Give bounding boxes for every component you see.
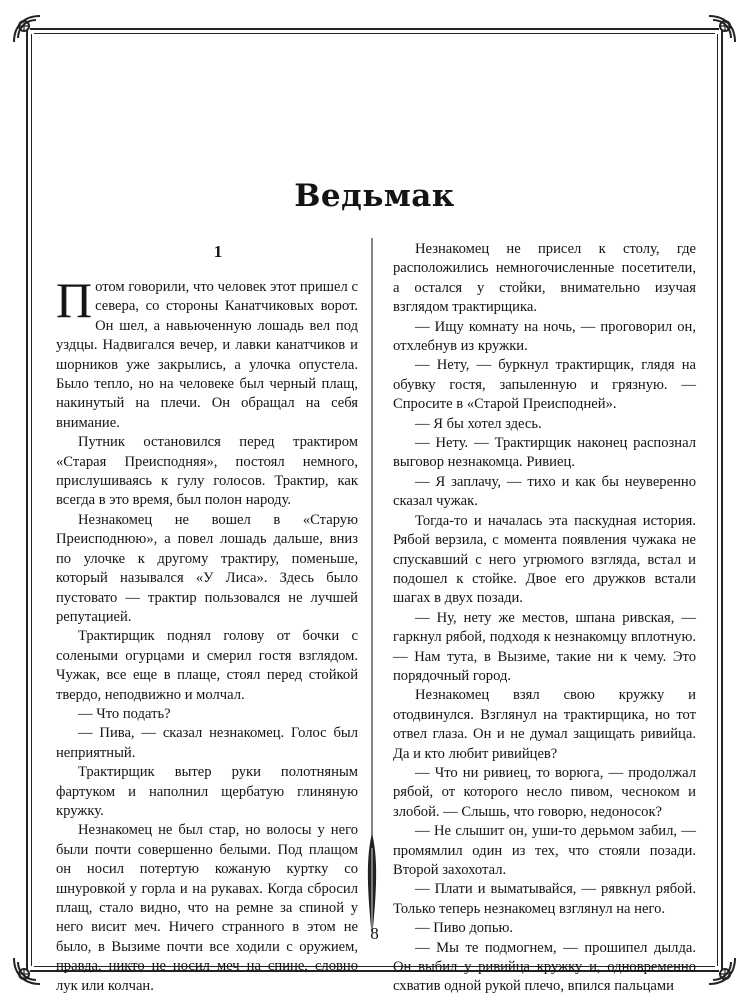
paragraph: — Я бы хотел здесь.: [415, 415, 542, 432]
frame-top-line: [30, 28, 719, 30]
paragraph: — Нету. — Трактирщик наконец распознал выговор незнакомца. Ривиец.: [393, 435, 696, 471]
corner-ornament-bottom-right-icon: [705, 954, 739, 988]
page-number: 8: [370, 924, 379, 943]
paragraph: Тогда-то и началась эта паскудная история. Рябой верзила, с момента появления чужака не спускавший с него угрюмого взгляда, встал и подошел к стойке. Двое его дружков встали шагах в двух позади.: [393, 512, 696, 607]
paragraph: — Я заплачу, — тихо и как бы неуверенно сказал чужак.: [393, 473, 696, 510]
paragraph: — Пиво допью.: [415, 920, 514, 937]
paragraph: Незнакомец взял свою кружку и отодвинулся. Взглянул на трактирщика, но тот отвел глаза. Он и не думал защищать ривийца. Да и кто любит ривийцев?: [393, 687, 696, 762]
paragraph: Путник остановился перед трактиром «Старая Преисподняя», постоял немного, прислушиваясь к гулу голосов. Трактир, как всегда в это время, был полон народу.: [56, 434, 358, 509]
paragraph: — Пива, — сказал незнакомец. Голос был неприятный.: [56, 725, 358, 761]
paragraph: Незнакомец не был стар, но волосы у него были почти совершенно белыми. Под плащом он носил потертую кожаную куртку со шнуровкой у горла и на рукавах. Когда сбросил плащ, стало видно, что на ремне за спиной у него висит меч. Ничего странного в этом не было, в Вызиме почти все ходили с оружием, правда, никто не носил меч на спине, словно лук или колчан.: [56, 822, 358, 994]
paragraph: — Ну, нету же местов, шпана ривская, — гаркнул рябой, подходя к незнакомцу вплотную. — Нам тута, в Вызиме, такие ни к чему. Это порядочный город.: [393, 609, 696, 684]
paragraph: — Ищу комнату на ночь, — проговорил он, отхлебнув из кружки.: [393, 318, 696, 355]
paragraph: — Что подать?: [78, 705, 171, 722]
paragraph: Трактирщик вытер руки полотняным фартуком и наполнил щербатую глиняную кружку.: [56, 764, 358, 819]
paragraph: [56, 272, 358, 433]
paragraph: Незнакомец не присел к столу, где расположились немногочисленные посетители, а остался у стойки, внимательно изучая взглядом трактирщика.: [393, 241, 696, 316]
corner-ornament-top-left-icon: [10, 12, 44, 46]
column-divider-quill-icon: [362, 238, 382, 950]
frame-top-line-inner: [34, 33, 715, 34]
paragraph: — Нету, — буркнул трактирщик, глядя на обувку гостя, запыленную и грязную. — Спросите в «Старой Преисподней».: [393, 357, 696, 413]
chapter-number: 1: [213, 242, 223, 261]
frame-left-line-inner: [31, 34, 32, 966]
frame-left-line: [26, 30, 28, 970]
paragraph-text: отом говорили, что человек этот пришел с севера, со стороны Канатчиковых ворот. Он шел, а навьюченную лошадь вел под уздцы. Надвигался вечер, и лавки канатчиков и шорников уже закрылись, а улочка опустела. Было тепло, но на человеке был черный плащ, накинутый на плечи. Он обращал на себя внимание.: [56, 279, 358, 431]
corner-ornament-bottom-left-icon: [10, 954, 44, 988]
paragraph: — Что ни ривиец, то ворюга, — продолжал рябой, от которого несло пивом, чесноком и злобой. — Слышь, что говорю, недоносок?: [393, 764, 696, 820]
paragraph: — Плати и выматывайся, — рявкнул рябой. Только теперь незнакомец взглянул на него.: [393, 881, 696, 917]
page-title: Ведьмак: [294, 178, 455, 214]
paragraph: — Мы те подмогнем, — прошипел дылда. Он выбил у ривийца кружку и, одновременно схватив одной рукой плечо, впился пальцами: [393, 939, 696, 995]
drop-cap: П: [56, 272, 93, 328]
frame-right-line-inner: [717, 34, 718, 966]
frame-right-line: [721, 30, 723, 970]
paragraph: Трактирщик поднял голову от бочки с солеными огурцами и смерил гостя взглядом. Чужак, все еще в плаще, стоял перед стойкой твердо, неподвижно и молчал.: [56, 628, 358, 703]
left-column: [56, 240, 358, 996]
corner-ornament-top-right-icon: [705, 12, 739, 46]
paragraph: — Не слышит он, уши-то дерьмом забил, — промямлил один из тех, что стояли позади. Второй захохотал.: [393, 823, 696, 878]
right-column: [393, 240, 696, 997]
paragraph: Незнакомец не вошел в «Старую Преисподнюю», а повел лошадь дальше, вниз по улочке к другому трактиру, поменьше, который назывался «У Лиса». Здесь было пустовато — трактир пользовался не лучшей репутацией.: [56, 511, 358, 625]
